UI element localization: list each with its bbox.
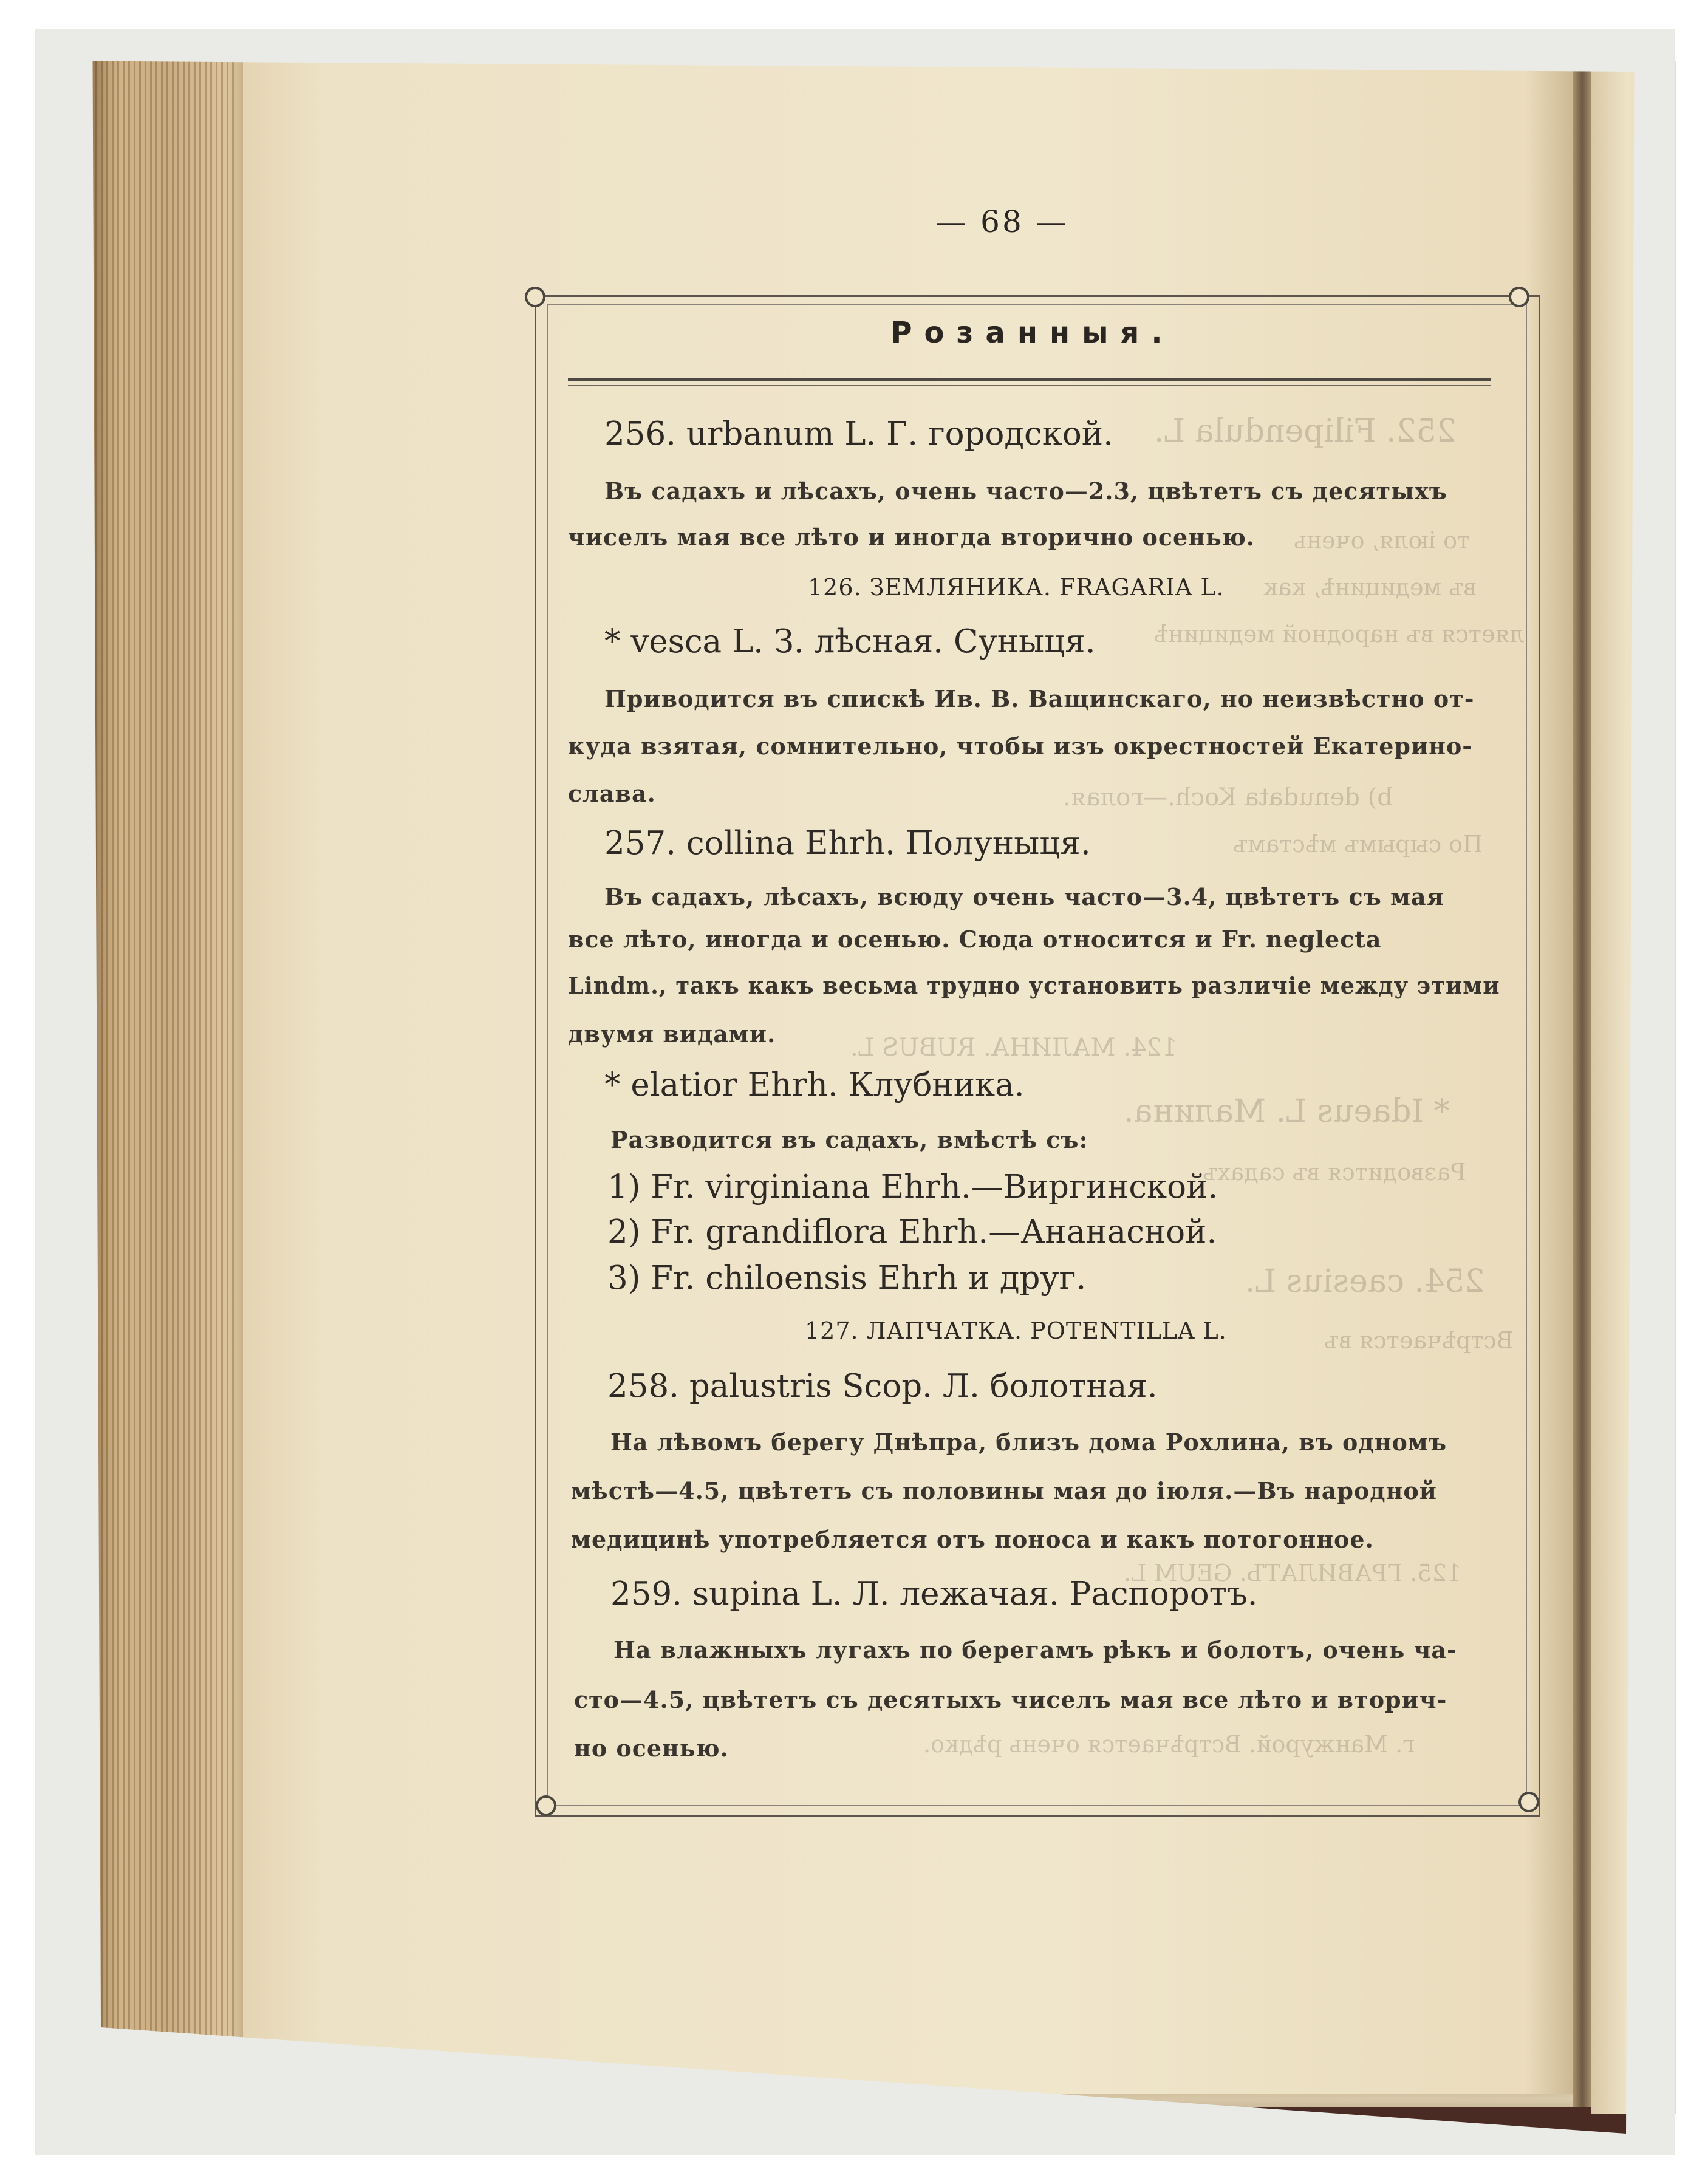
description-line: Разводится въ садахъ, вмѣстѣ съ: bbox=[610, 1126, 1088, 1153]
description-line: На влажныхъ лугахъ по берегамъ рѣкъ и болотъ, очень ча- bbox=[613, 1636, 1457, 1664]
show-through-line: то іюля, очень bbox=[1294, 527, 1470, 554]
genus-heading-126: 126. ЗЕМЛЯНИКА. FRAGARIA L. bbox=[808, 574, 1225, 601]
show-through-line: г. Манжурой. Встрѣчается очень рѣдко. bbox=[923, 1731, 1415, 1758]
description-line: чиселъ мая все лѣто и иногда вторично осенью. bbox=[568, 524, 1255, 551]
description-line: Въ садахъ и лѣсахъ, очень часто—2.3, цвѣтетъ съ десятыхъ bbox=[604, 477, 1447, 505]
frame-corner-ornament bbox=[1518, 1792, 1539, 1812]
description-line: медицинѣ употребляется отъ поноса и какъ потогонное. bbox=[571, 1526, 1374, 1553]
book-gutter bbox=[1573, 43, 1591, 2107]
variety-list-item: 2) Fr. grandiflora Ehrh.—Ананасной. bbox=[607, 1213, 1217, 1251]
show-through-line: 254. caesius L. bbox=[1245, 1263, 1485, 1300]
frame-corner-ornament bbox=[536, 1795, 556, 1816]
description-line: Въ садахъ, лѣсахъ, всюду очень часто—3.4, цвѣтетъ съ мая bbox=[604, 883, 1444, 910]
show-through-line: Разводится въ садахъ bbox=[1203, 1159, 1466, 1186]
show-through-line: Встрѣчается въ bbox=[1324, 1327, 1514, 1354]
species-entry-vesca: * vesca L. З. лѣсная. Суныця. bbox=[604, 623, 1096, 660]
show-through-line: въ медицинѣ, как bbox=[1263, 574, 1477, 601]
species-entry-257: 257. collina Ehrh. Полуныця. bbox=[604, 825, 1091, 862]
show-through-line: 125. ГРАВИЛАТЪ. GEUM L. bbox=[1124, 1560, 1461, 1586]
species-entry-256: 256. urbanum L. Г. городской. bbox=[604, 415, 1113, 452]
species-entry-259: 259. supina L. Л. лежачая. Распоротъ. bbox=[610, 1575, 1258, 1612]
page-edges bbox=[90, 43, 236, 2107]
description-line: Lindm., такъ какъ весьма трудно установить различіе между этими bbox=[568, 972, 1500, 999]
description-line: мѣстѣ—4.5, цвѣтетъ съ половины мая до іюля.—Въ народной bbox=[571, 1477, 1437, 1504]
show-through-line: ляется въ народной медицинѣ bbox=[1154, 621, 1525, 647]
genus-heading-127: 127. ЛАПЧАТКА. POTENTILLA L. bbox=[805, 1317, 1227, 1344]
section-title: Розанныя. bbox=[890, 316, 1175, 350]
show-through-line: b) denudata Koch.—голая. bbox=[1063, 783, 1393, 811]
title-rule-thin bbox=[568, 385, 1491, 386]
description-line: двумя видами. bbox=[568, 1020, 776, 1048]
description-line: все лѣто, иногда и осенью. Сюда относится и Fr. neglecta bbox=[568, 926, 1382, 953]
show-through-line: 252. Filipendula L. bbox=[1154, 413, 1457, 449]
description-line: Приводится въ спискѣ Ив. В. Ващинскаго, но неизвѣстно от- bbox=[604, 685, 1475, 712]
title-rule bbox=[568, 378, 1491, 381]
species-entry-elatior: * elatior Ehrh. Клубника. bbox=[604, 1066, 1025, 1104]
species-entry-258: 258. palustris Scop. Л. болотная. bbox=[607, 1368, 1158, 1405]
description-line: но осенью. bbox=[574, 1735, 729, 1762]
variety-list-item: 1) Fr. virginiana Ehrh.—Виргинской. bbox=[607, 1169, 1218, 1206]
description-line: На лѣвомъ берегу Днѣпра, близъ дома Рохлина, въ одномъ bbox=[610, 1428, 1447, 1456]
variety-list-item: 3) Fr. chiloensis Ehrh и друг. bbox=[607, 1260, 1087, 1297]
frame-corner-ornament bbox=[525, 287, 545, 307]
description-line: куда взятая, сомнительно, чтобы изъ окрестностей Екатерино- bbox=[568, 732, 1473, 760]
show-through-line: По сырымъ мѣстамъ bbox=[1233, 831, 1483, 858]
description-line: слава. bbox=[568, 780, 656, 807]
show-through-line: 124. МАЛИНА. RUBUS L. bbox=[850, 1034, 1178, 1062]
page-number: — 68 — bbox=[935, 204, 1069, 239]
frame-corner-ornament bbox=[1509, 287, 1529, 307]
show-through-line: * Idaeus L. Малина. bbox=[1124, 1093, 1450, 1130]
description-line: сто—4.5, цвѣтетъ съ десятыхъ чиселъ мая все лѣто и вторич- bbox=[574, 1686, 1447, 1713]
